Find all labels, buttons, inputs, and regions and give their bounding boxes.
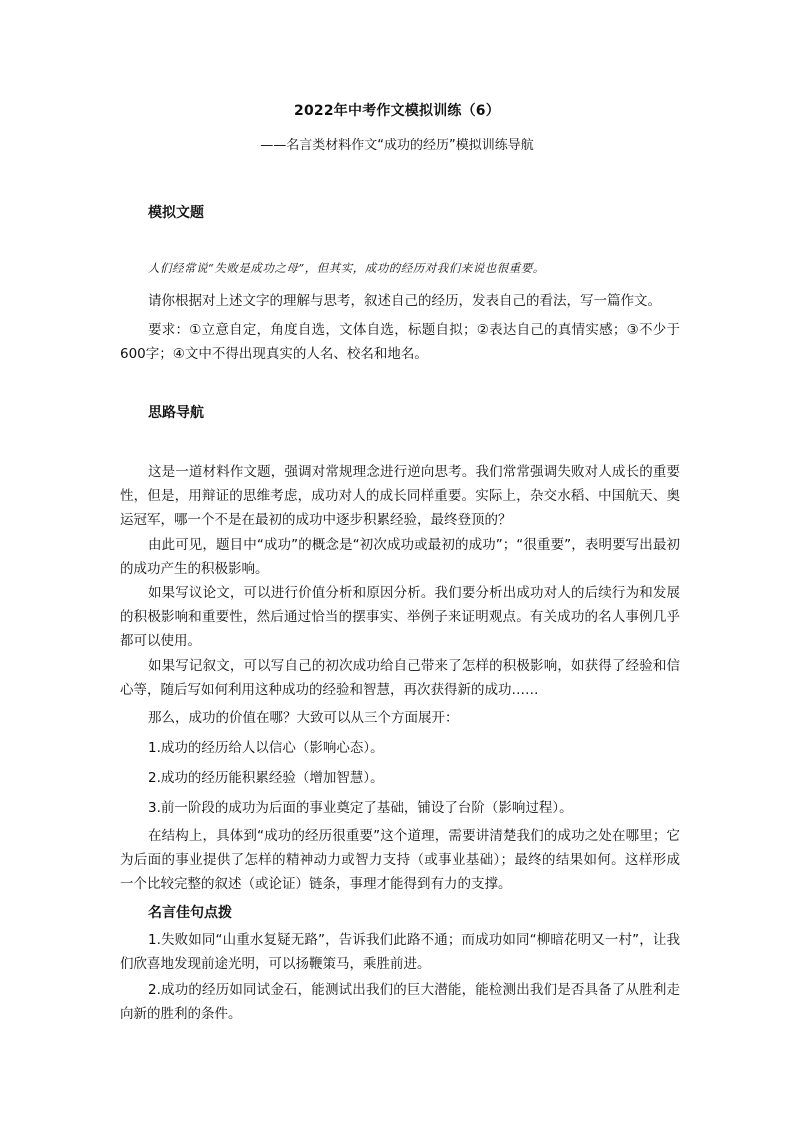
guide-paragraph: 那么，成功的价值在哪？大致可以从三个方面展开： (148, 710, 459, 726)
prompt-quote: 人们经常说“失败是成功之母”，但其实，成功的经历对我们来说也很重要。 (148, 261, 545, 275)
guide-paragraph: 如果写记叙文，可以写自己的初次成功给自己带来了怎样的积极影响，如获得了经验和信心等，随后写如何利用这种成功的经验和智慧，再次获得新的成功…… (120, 658, 680, 698)
guide-paragraph: 如果写议论文，可以进行价值分析和原因分析。我们要分析出成功对人的后续行为和发展的积极影响和重要性，然后通过恰当的摆事实、举例子来证明观点。有关成功的名人事例几乎都可以使用。 (120, 585, 680, 649)
document-subtitle: ——名言类材料作文“成功的经历”模拟训练导航 (260, 138, 534, 153)
document-title: 2022年中考作文模拟训练（6） (294, 103, 500, 119)
section-heading-guide: 思路导航 (148, 405, 204, 421)
prompt-requirements: 要求：①立意自定，角度自选，文体自选，标题自拟；②表达自己的真情实感；③不少于600字；④文中不得出现真实的人名、校名和地名。 (120, 322, 680, 362)
quote-list-item: 2.成功的经历如同试金石，能测试出我们的巨大潜能，能检测出我们是否具备了从胜利走向新的胜利的条件。 (120, 982, 680, 1022)
guide-paragraph: 由此可见，题目中“成功”的概念是“初次成功或最初的成功”；“很重要”，表明要写出最初的成功产生的积极影响。 (120, 537, 680, 577)
section-heading-prompt: 模拟文题 (148, 205, 204, 221)
guide-paragraph: 这是一道材料作文题，强调对常规理念进行逆向思考。我们常常强调失败对人成长的重要性，但是，用辩证的思维考虑，成功对人的成长同样重要。实际上，杂交水稻、中国航天、奥运冠军，哪一个不是在最初的成功中逐步积累经验，最终登顶的？ (120, 464, 680, 528)
quote-list-item: 1.失败如同“山重水复疑无路”，告诉我们此路不通；而成功如同“柳暗花明又一村”，让我们欣喜地发现前途光明，可以扬鞭策马，乘胜前进。 (120, 932, 680, 972)
prompt-instruction: 请你根据对上述文字的理解与思考，叙述自己的经历，发表自己的看法，写一篇作文。 (148, 293, 661, 309)
section-heading-quotes: 名言佳句点拨 (148, 905, 232, 921)
guide-paragraph: 在结构上，具体到“成功的经历很重要”这个道理，需要讲清楚我们的成功之处在哪里；它为后面的事业提供了怎样的精神动力或智力支持（或事业基础）；最终的结果如何。这样形成一个比较完整的叙述（或论证）链条，事理才能得到有力的支撑。 (120, 828, 680, 892)
guide-list-item: 1.成功的经历给人以信心（影响心态）。 (148, 740, 384, 756)
guide-list-item: 2.成功的经历能积累经验（增加智慧）。 (148, 770, 384, 786)
guide-list-item: 3.前一阶段的成功为后面的事业奠定了基础，铺设了台阶（影响过程）。 (148, 800, 573, 816)
